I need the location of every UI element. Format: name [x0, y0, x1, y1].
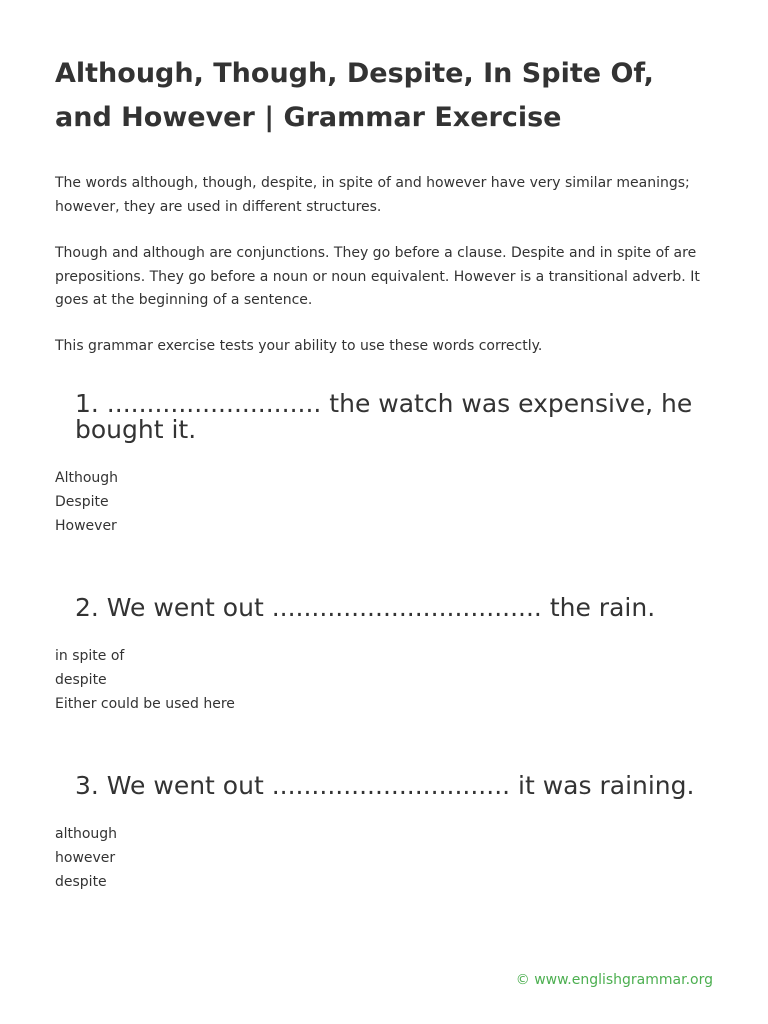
question-3 [55, 771, 715, 890]
question-text: 1. ........................... the watch was expensive, he bought it. [75, 389, 693, 444]
option[interactable]: however [55, 850, 116, 866]
page-title: Although, Though, Despite, In Spite Of, and However | Grammar Exercise [55, 58, 654, 133]
option[interactable]: despite [55, 672, 107, 688]
option[interactable]: However [55, 518, 117, 534]
option[interactable]: Although [55, 470, 119, 486]
copyright-link[interactable]: © www.englishgrammar.org [515, 972, 713, 988]
option[interactable]: despite [55, 874, 107, 890]
question-text: 3. We went out .............................. it was raining. [75, 771, 695, 800]
option[interactable]: Despite [55, 494, 109, 510]
option[interactable]: although [55, 826, 118, 842]
intro-paragraph-3: This grammar exercise tests your ability to use these words correctly. [55, 338, 543, 354]
options-list [55, 822, 117, 894]
options-list [55, 466, 118, 538]
question-2 [55, 593, 715, 712]
question-text: 2. We went out .................................. the rain. [75, 593, 656, 622]
option[interactable]: Either could be used here [55, 696, 235, 712]
intro-paragraph-2: Though and although are conjunctions. They go before a clause. Despite and in spite of are prepositions. They go before a noun or noun equivalent. However is a transitional adverb. It goes at the beginning of a sentence. [55, 245, 700, 308]
intro-paragraph-1: The words although, though, despite, in spite of and however have very similar meanings; however, they are used in different structures. [55, 175, 690, 215]
option[interactable]: in spite of [55, 648, 125, 664]
options-list [55, 644, 235, 716]
question-1 [55, 389, 715, 534]
